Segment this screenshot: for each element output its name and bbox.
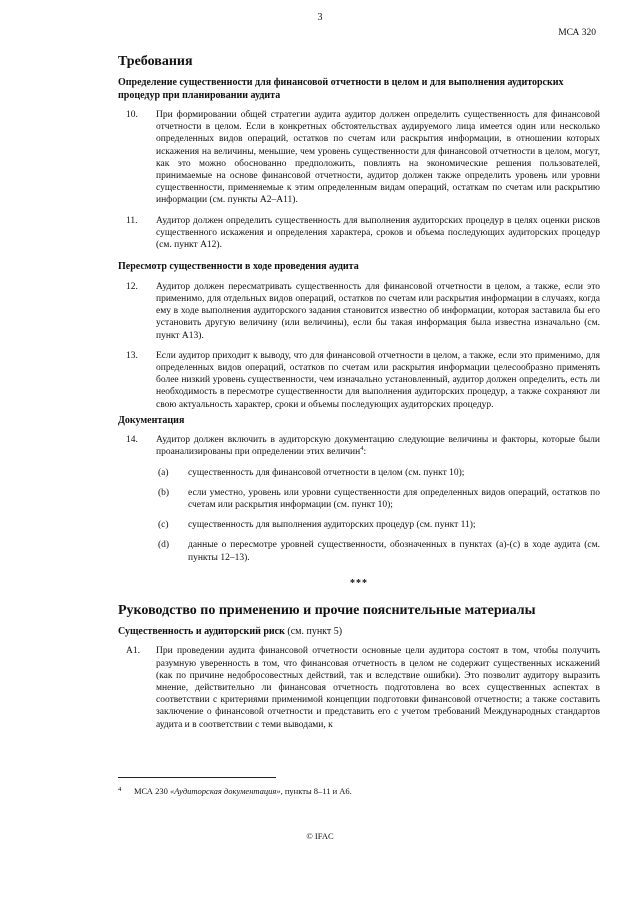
heading-reference: (см. пункт 5) [284,625,343,637]
paragraph-14 [118,434,600,458]
paragraph-a1 [118,645,600,730]
paragraph-13 [118,350,600,411]
section-heading-materiality-determination: Определение существенности для финансовой отчетности в целом и для выполнения аудиторских процедур при планировании аудита [118,77,564,101]
paragraph-text [156,434,600,458]
paragraph-text: Если аудитор приходит к выводу, что для финансовой отчетности в целом, а также, если это применимо, для определенных видов операций, остатков по счетам или раскрытия информации целесообразно применять более низкий уровень существенности, чем изначально установленный, аудитор должен определить, есть ли необходимость в пересмотре существенности для выполнения аудиторских процедур, а также сохраняют ли свою актуальность характер, сроки и объемы последующих аудиторских процедур. [156,350,600,410]
paragraph-10 [118,109,600,207]
paragraph-text: При формировании общей стратегии аудита аудитор должен определить существенность для финансовой отчетности в целом. Если в конкретных обстоятельствах аудируемого лица имеется один или несколько определенных видов операций, остатков по счетам или раскрытия информации, в отношении которых искажения на величины, меньшие, чем уровень существенности для финансовой отчетности в целом, могут, как это можно обоснованно предположить, повлиять на экономические решения пользователей, принимаемые на основе финансовой отчетности, аудитор должен также определить уровень или уровни существенности, применяемые к этим определенным видам операций, остаткам по счетам или раскрытию информации (см. пункты А2–А11). [156,110,600,206]
list-item-text: существенность для выполнения аудиторских процедур (см. пункт 11); [188,520,476,531]
paragraph-12 [118,281,600,342]
section-heading-materiality-revision: Пересмотр существенности в ходе проведения аудита [118,261,359,273]
paragraph-number: 12. [126,281,138,292]
footnote-text [118,786,600,797]
footnote-reference[interactable]: 4 [360,445,364,453]
list-item-letter: (a) [158,467,169,478]
paragraph-text-main: Аудитор должен включить в аудиторскую документацию следующие величины и факторы, которые были проанализированы при определении этих величин [156,435,600,458]
list-item-text: существенность для финансовой отчетности в целом (см. пункт 10); [188,467,465,478]
paragraph-number: 14. [126,435,138,446]
paragraph-number: 13. [126,350,138,361]
heading-bold-text: Существенность и аудиторский риск [118,625,285,637]
footnote [118,786,600,797]
guidance-title: Руководство по применению и прочие пояснительные материалы [118,602,536,618]
standard-code: МСА 320 [558,28,596,38]
requirements-title: Требования [118,54,193,69]
footnote-suffix: , пункты 8–11 и А6. [280,786,352,796]
paragraph-number: A1. [126,646,140,657]
footnote-prefix: МСА 230 [134,786,170,796]
section-heading-documentation: Документация [118,414,185,426]
section-separator: *** [350,577,368,589]
paragraph-text-end: : [363,447,367,458]
paragraph-text: Аудитор должен определить существенность для выполнения аудиторских процедур в целях оценки рисков существенного искажения и определения характера, сроков и объема последующих аудиторских процедур (см. пункт А12). [156,215,600,251]
page-number: 3 [317,12,323,23]
section-heading-materiality-risk [118,626,600,639]
list-item-c [118,519,600,531]
list-item-text: данные о пересмотре уровней существенности, обозначенных в пунктах (a)-(c) в ходе аудита (см. пункты 12–13). [188,540,600,563]
page-body [118,54,600,739]
footnote-title: «Аудиторская документация» [169,786,281,796]
paragraph-11 [118,215,600,252]
paragraph-text: Аудитор должен пересматривать существенность для финансовой отчетности в целом, а также, если это применимо, для отдельных видов операций, остатков по счетам или раскрытия информации в случаях, когда ему в ходе выполнения аудиторского задания становится известно об информации, которая заставила бы его установить другую величину (или величины), если бы такая информация была известна изначально (см. пункт А13). [156,281,600,341]
footer-copyright: © IFAC [306,831,334,841]
paragraph-text: При проведении аудита финансовой отчетности основные цели аудитора состоят в том, чтобы получить разумную уверенность в том, что финансовая отчетность в целом не содержит существенных искажений (как по причине недобросовестных действий, так и вследствие ошибки). Это позволит аудитору выразить мнение, действительно ли финансовая отчетность подготовлена во всех существенных аспектах в соответствии с критериями применимой концепции подготовки финансовой отчетности; а также составить заключение о финансовой отчетности и представить его с учетом требований Международных стандартов аудита и в соответствии с теми выводами, к [156,646,600,730]
footnote-mark: 4 [118,786,122,793]
paragraph-number: 10. [126,110,138,120]
list-item-letter: (d) [158,540,170,551]
paragraph-number: 11. [126,215,138,226]
list-item-letter: (c) [158,520,169,531]
list-item-d [118,539,600,563]
list-item-text: если уместно, уровень или уровни существенности для определенных видов операций, остатков по счетам или раскрытия информации (см. пункт 10); [188,487,600,511]
list-item-a [118,467,600,479]
list-item-b [118,487,600,511]
list-item-letter: (b) [158,487,170,498]
footnote-divider [118,777,276,778]
